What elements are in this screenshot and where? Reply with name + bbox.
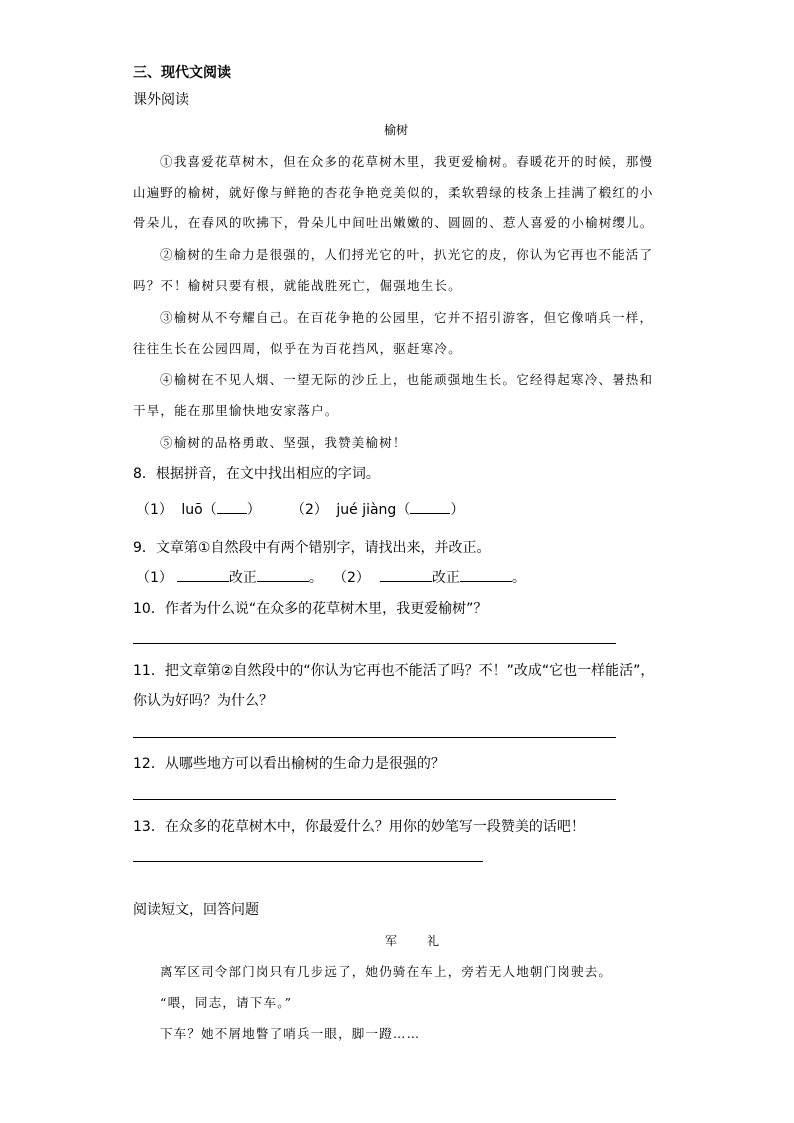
passage-line: ③榆树从不夸耀自己。在百花争艳的公园里，它并不招引游客，但它像哨兵一样，: [160, 310, 654, 325]
passage-line: 干旱，能在那里愉快地安家落户。: [133, 403, 339, 418]
passage-2-line: 下车？她不屑地瞥了哨兵一眼，脚一蹬……: [160, 1026, 421, 1041]
answer-blank[interactable]: [177, 567, 229, 582]
answer-line[interactable]: [133, 643, 616, 644]
passage-line: 山遍野的榆树，就好像与鲜艳的杏花争艳竞美似的，柔软碧绿的枝条上挂满了椴红的小: [133, 185, 654, 200]
answer-line[interactable]: [133, 799, 616, 800]
section-heading: 三、现代文阅读: [133, 65, 231, 81]
answer-line[interactable]: [133, 861, 483, 862]
question-8-item-2: （2） jué jiàng（ ）: [291, 499, 464, 519]
section-2-intro: 阅读短文，回答问题: [133, 902, 259, 918]
passage-line: ①我喜爱花草树木，但在众多的花草树木里，我更爱榆树。春暖花开的时候，那慢: [160, 154, 654, 169]
passage-line: 吗？不！榆树只要有根，就能战胜死亡，倔强地生长。: [133, 278, 462, 293]
passage-2-line: “喂，同志，请下车。”: [160, 995, 293, 1010]
passage-line: ④榆树在不见人烟、一望无际的沙丘上，也能顽强地生长。它经得起寒冷、暑热和: [160, 372, 654, 387]
passage-line: 往往生长在公园四周，似乎在为百花挡风，驱赶寒冷。: [133, 341, 462, 356]
question-11-line-2: 你认为好吗？为什么？: [133, 693, 273, 709]
question-9: 9．文章第①自然段中有两个错别字，请找出来，并改正。: [133, 540, 491, 556]
answer-blank[interactable]: [217, 499, 247, 514]
answer-blank[interactable]: [460, 567, 512, 582]
passage-2-line: 离军区司令部门岗只有几步远了，她仍骑在车上，旁若无人地朝门岗驶去。: [160, 964, 613, 979]
answer-blank[interactable]: [380, 567, 432, 582]
passage-title: 榆树: [384, 123, 409, 137]
passage-line: ②榆树的生命力是很强的，人们捋光它的叶，扒光它的皮，你认为它再也不能活了: [160, 247, 654, 262]
passage-line: 骨朵儿，在春风的吹拂下，骨朵儿中间吐出嫩嫩的、圆圆的、惹人喜爱的小榆树缨儿。: [133, 215, 654, 230]
question-9-item-2: （2） 改正 。: [333, 567, 526, 587]
question-8: 8．根据拼音，在文中找出相应的字词。: [133, 466, 380, 482]
answer-blank[interactable]: [410, 499, 450, 514]
passage-2-title: 军 礼: [385, 934, 440, 948]
question-12: 12．从哪些地方可以看出榆树的生命力是很强的？: [133, 756, 445, 772]
question-11-line-1: 11．把文章第②自然段中的“你认为它再也不能活了吗？不！”改成“它也一样能活”，: [133, 663, 655, 679]
passage-line: ⑤榆树的品格勇敢、坚强，我赞美榆树！: [160, 435, 407, 450]
answer-line[interactable]: [133, 737, 616, 738]
question-10: 10．作者为什么说“在众多的花草树木里，我更爱榆树”？: [133, 601, 488, 617]
section-subheading: 课外阅读: [133, 92, 189, 108]
question-9-item-1: （1） 改正 。: [136, 567, 323, 587]
question-8-item-1: （1） luō（ ）: [136, 499, 261, 519]
answer-blank[interactable]: [257, 567, 309, 582]
question-13: 13．在众多的花草树木中，你最爱什么？用你的妙笔写一段赞美的话吧！: [133, 819, 585, 835]
